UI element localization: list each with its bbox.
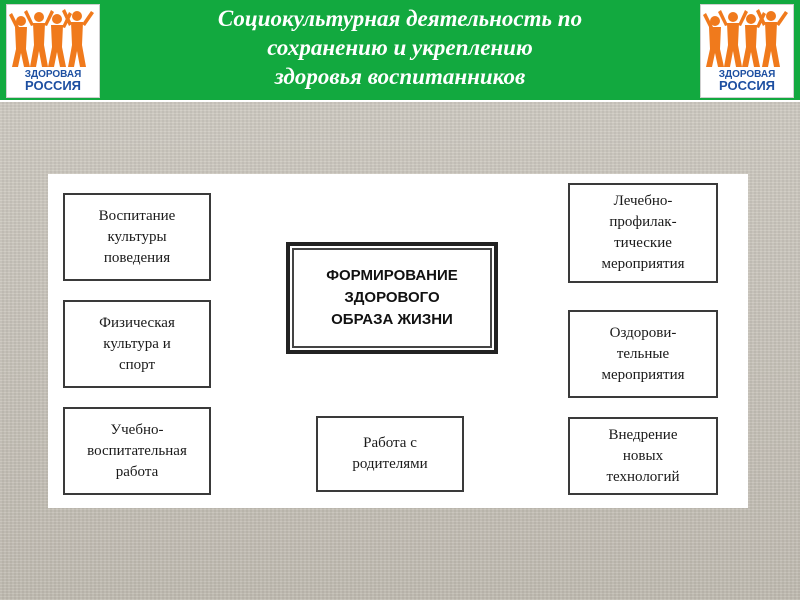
- logo-text-line1: ЗДОРОВАЯ: [24, 69, 82, 80]
- node-educational-work: Учебно- воспитательная работа: [63, 407, 211, 495]
- node-medical-prevention: Лечебно- профилак- тические мероприятия: [568, 183, 718, 283]
- logo-zdorovaya-rossiya-left: [6, 4, 100, 98]
- logo-text-line1: ЗДОРОВАЯ: [718, 69, 776, 80]
- people-celebrating-icon: [7, 5, 99, 69]
- node-behavior-culture: Воспитание культуры поведения: [63, 193, 211, 281]
- node-new-technologies: Внедрение новых технологий: [568, 417, 718, 495]
- diagram-panel: [48, 174, 748, 508]
- people-celebrating-icon: [701, 5, 793, 69]
- node-physical-culture: Физическая культура и спорт: [63, 300, 211, 388]
- logo-text-line2: РОССИЯ: [718, 78, 776, 93]
- slide-title: Социокультурная деятельность по сохранению и укреплению здоровья воспитанников: [217, 6, 583, 89]
- logo-zdorovaya-rossiya-right: [700, 4, 794, 98]
- node-healthy-lifestyle: ФОРМИРОВАНИЕ ЗДОРОВОГО ОБРАЗА ЖИЗНИ: [286, 242, 498, 354]
- header-banner: [0, 0, 800, 102]
- node-parents-work: Работа с родителями: [316, 416, 464, 492]
- node-health-improvement: Оздорови- тельные мероприятия: [568, 310, 718, 398]
- logo-text-line2: РОССИЯ: [24, 78, 82, 93]
